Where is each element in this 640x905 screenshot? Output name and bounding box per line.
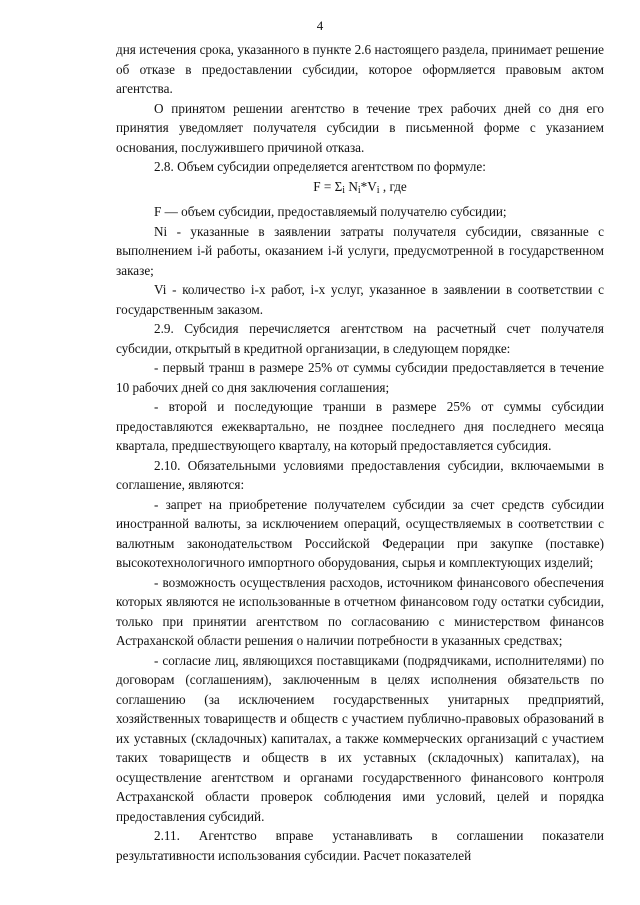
paragraph-2-10-residuals: - возможность осуществления расходов, источником финансового обеспечения которых являются не использованные в отчетном финансовом году остатки субсидии, только при принятии агентством по согласованию с министерством финансов Астраханской области решения о наличии потребности в указанных средствах; <box>116 574 604 648</box>
formula-f: F = Σ <box>313 178 343 194</box>
paragraph-2-9-next-tranches: - второй и последующие транши в размере 25% от суммы субсидии предоставляются ежеквартально, не позднее последнего дня последнего месяца квартала, предшествующего кварталу, на который предоставляется субсидия. <box>116 399 604 453</box>
formula-v: *V <box>360 178 377 194</box>
page-number: 4 <box>316 18 324 33</box>
document-body <box>116 40 604 865</box>
subsidy-formula <box>116 177 604 201</box>
paragraph-2-9: 2.9. Субсидия перечисляется агентством на расчетный счет получателя субсидии, открытый в кредитной организации, в следующем порядке: <box>116 321 604 356</box>
formula-sub-i-2: i <box>357 184 361 196</box>
formula-n: N <box>345 178 358 194</box>
formula-tail: , где <box>379 178 407 194</box>
paragraph-2-10-currency-ban: - запрет на приобретение получателем субсидии за счет средств субсидии иностранной валюты, за исключением операций, осуществляемых в соответствии с валютным законодательством Российской Федерации при закупке (поставке) высокотехнологичного импортного оборудования, сырья и комплектующих изделий; <box>116 496 604 570</box>
definition-ni: Ni - указанные в заявлении затраты получателя субсидии, связанные с выполнением i-й работы, оказанием i-й услуги, предусмотренной в государственном заказе; <box>116 223 604 278</box>
formula-sub-i-1: i <box>342 184 346 196</box>
paragraph-2-10-consent: - согласие лиц, являющихся поставщиками (подрядчиками, исполнителями) по договорам (соглашениям), заключенным в целях исполнения обязательств по соглашению (за исключением государственных унитарных предприятий, хозяйственных товариществ и обществ с участием публично-правовых образований в их уставных (складочных) капиталах, а также коммерческих организаций с участием таких товариществ и обществ в их уставных (складочных) капиталах), на осуществление агентством и органами государственного финансового контроля Астраханской области проверок соблюдения ими условий, целей и порядка предоставления субсидий. <box>116 652 604 824</box>
paragraph-2-11: 2.11. Агентство вправе устанавливать в соглашении показатели результативности использования субсидии. Расчет показателей <box>116 828 604 863</box>
paragraph-2-10: 2.10. Обязательными условиями предоставления субсидии, включаемыми в соглашение, являются: <box>116 457 604 492</box>
paragraph-2-8: 2.8. Объем субсидии определяется агентством по формуле: <box>154 159 486 174</box>
paragraph-2-9-first-tranche: - первый транш в размере 25% от суммы субсидии предоставляется в течение 10 рабочих дней со дня заключения соглашения; <box>116 360 604 395</box>
paragraph-refusal-decision: дня истечения срока, указанного в пункте 2.6 настоящего раздела, принимает решение об отказе в предоставлении субсидии, которое оформляется правовым актом агентства. <box>116 42 604 96</box>
definition-vi: Vi - количество i-х работ, i-х услуг, указанное в заявлении в соответствии с государственным заказом. <box>116 282 604 317</box>
formula-sub-i-3: i <box>376 184 380 196</box>
paragraph-notification: О принятом решении агентство в течение трех рабочих дней со дня его принятия уведомляет получателя субсидии в письменной форме с указанием основания, послужившего причиной отказа. <box>116 100 604 155</box>
definition-f: F — объем субсидии, предоставляемый получателю субсидии; <box>154 204 507 219</box>
